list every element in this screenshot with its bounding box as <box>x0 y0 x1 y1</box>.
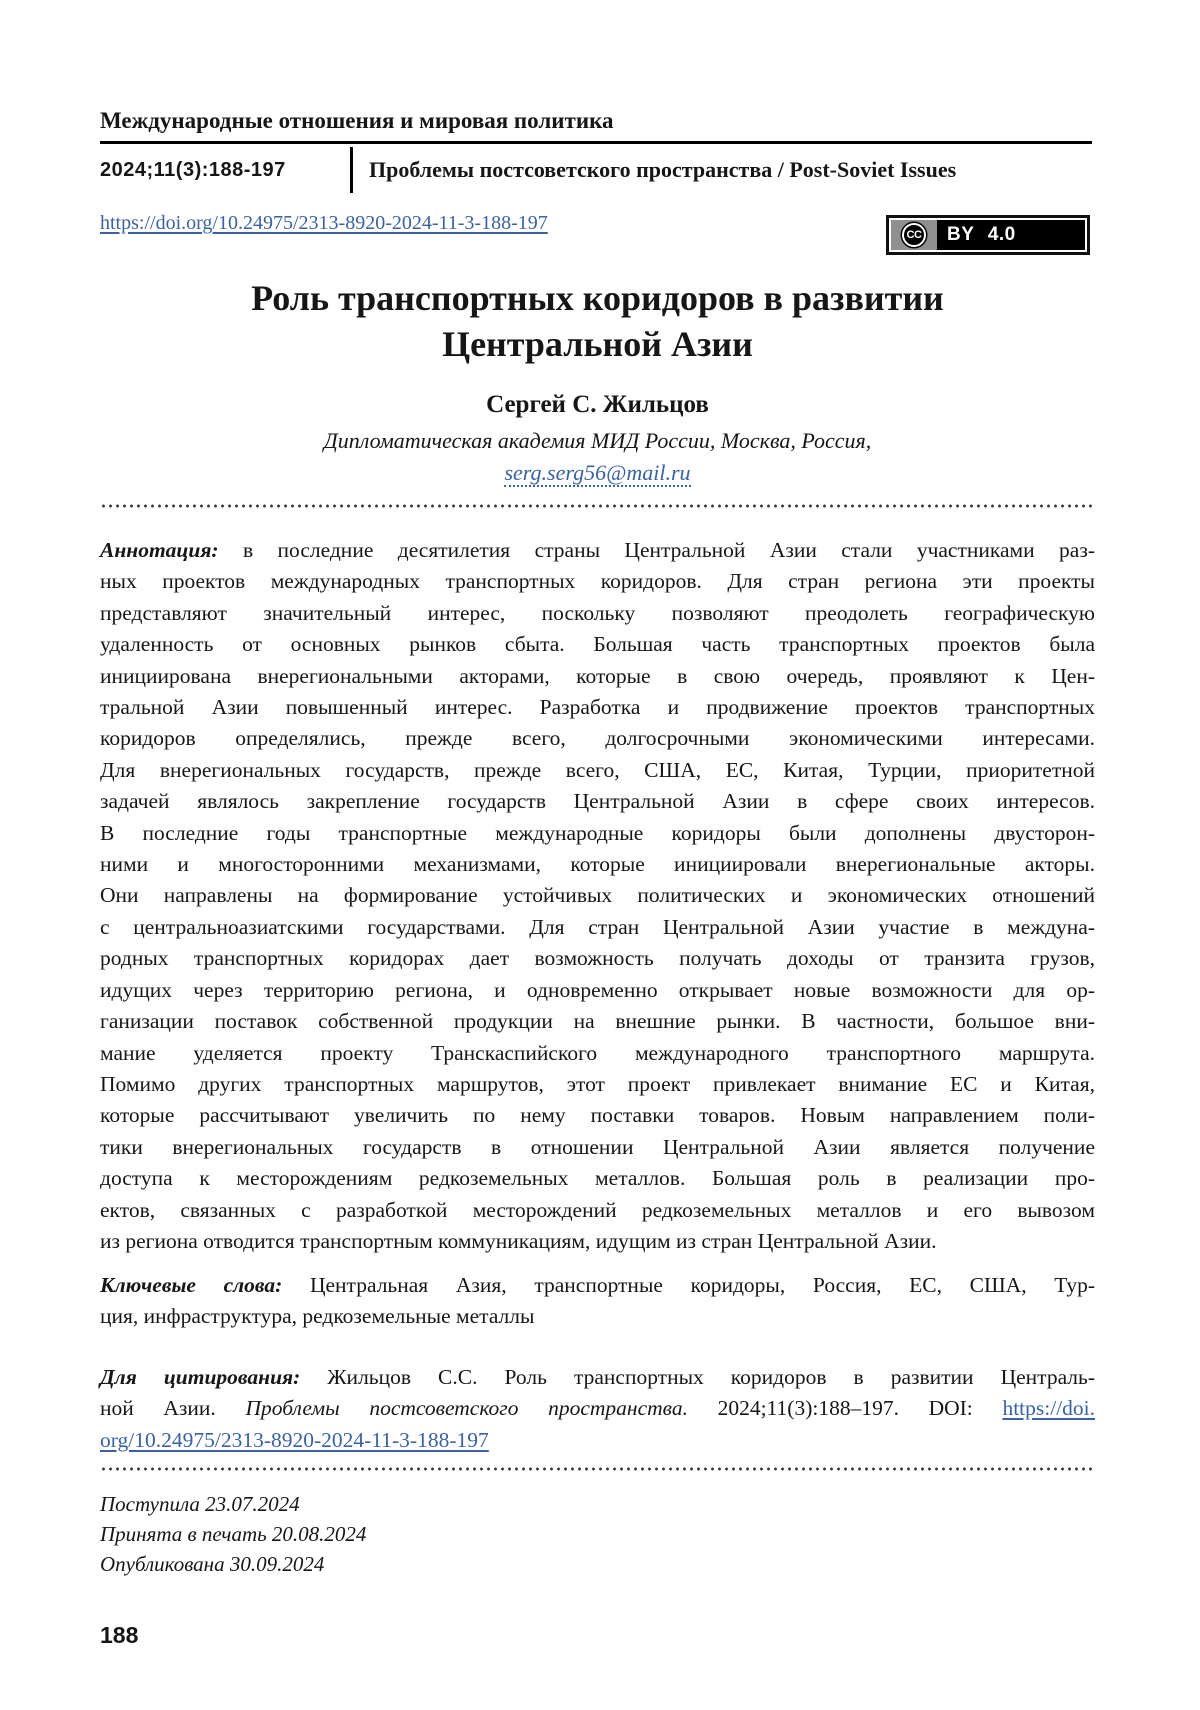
abstract-line: представляют значительный интерес, поскольку позволяют преодолеть географическую <box>100 600 1095 625</box>
journal-title: Проблемы постсоветского пространства / Post-Soviet Issues <box>369 157 957 182</box>
article-title-line2: Центральной Азии <box>442 324 753 364</box>
article-title <box>100 275 1095 367</box>
keywords-label: Ключевые слова: <box>100 1273 283 1297</box>
separator-dotted-bottom <box>100 1467 1095 1471</box>
citation-line2 <box>100 1393 1095 1424</box>
abstract-label: Аннотация: <box>100 538 219 562</box>
date-accepted: Принята в печать 20.08.2024 <box>100 1522 367 1546</box>
abstract-line: Помимо других транспортных маршрутов, этот проект привлекает внимание ЕС и Китая, <box>100 1071 1095 1096</box>
keywords-line1 <box>100 1270 1095 1301</box>
citation-line1-text: Жильцов С.С. Роль транспортных коридоров в развитии Централь- <box>327 1365 1095 1389</box>
keywords-line1-text: Центральная Азия, транспортные коридоры, Россия, ЕС, США, Тур- <box>309 1273 1095 1297</box>
header-row <box>100 147 1092 193</box>
separator-dotted-top <box>100 504 1095 508</box>
citation-section <box>100 1362 1095 1456</box>
abstract-line: тики внерегиональных государств в отношении Центральной Азии является получение <box>100 1134 1095 1159</box>
abstract-line: тральной Азии повышенный интерес. Разработка и продвижение проектов транспортных <box>100 695 1095 720</box>
cc-icon-letters: CC <box>906 229 922 241</box>
cc-logo-background <box>891 220 937 250</box>
abstract-line: удаленность от основных рынков сбыта. Большая часть транспортных проектов была <box>100 632 1095 657</box>
issue-info: 2024;11(3):188-197 <box>100 158 286 181</box>
citation-doi-link-part1[interactable]: https://doi. <box>1002 1396 1096 1421</box>
cc-icon <box>902 223 926 247</box>
abstract-line: которые рассчитывают увеличить по нему поставки товаров. Новым направлением поли- <box>100 1103 1095 1128</box>
abstract-line: В последние годы транспортные международные коридоры были дополнены двусторон- <box>100 820 1095 845</box>
abstract-line: доступа к месторождениям редкоземельных металлов. Большая роль в реализации про- <box>100 1166 1095 1191</box>
abstract-section <box>100 535 1095 1257</box>
article-title-line1: Роль транспортных коридоров в развитии <box>251 278 944 318</box>
citation-line2-text1: ной Азии. <box>100 1396 246 1421</box>
cc-by-badge-inner <box>891 220 1085 250</box>
keywords-section <box>100 1270 1095 1333</box>
article-dates <box>100 1489 366 1579</box>
abstract-body <box>100 566 1095 1257</box>
abstract-line: задачей являлось закрепление государств Центральной Азии в сфере своих интересов. <box>100 789 1095 814</box>
date-received: Поступила 23.07.2024 <box>100 1492 300 1516</box>
doi-link[interactable]: https://doi.org/10.24975/2313-8920-2024-11-3-188-197 <box>100 212 548 234</box>
citation-journal-italic: Проблемы постсоветского пространства. <box>245 1396 688 1421</box>
author-name: Сергей С. Жильцов <box>486 391 709 418</box>
keywords-line2: ция, инфраструктура, редкоземельные металлы <box>100 1304 535 1329</box>
citation-doi-link-part2[interactable]: org/10.24975/2313-8920-2024-11-3-188-197 <box>100 1427 489 1452</box>
abstract-first-line-text: в последние десятилетия страны Центральной Азии стали участниками раз- <box>243 538 1096 562</box>
author-affiliation: Дипломатическая академия МИД России, Москва, Россия, <box>323 428 872 453</box>
journal-section-title: Международные отношения и мировая политика <box>100 108 614 133</box>
cc-by-badge[interactable] <box>886 215 1090 255</box>
citation-line3 <box>100 1425 1095 1456</box>
header-rule <box>100 141 1092 144</box>
abstract-line: идущих через территорию региона, и одновременно открывает новые возможности для ор- <box>100 977 1095 1002</box>
abstract-line: коридоров определялись, прежде всего, долгосрочными экономическими интересами. <box>100 726 1095 751</box>
page-number: 188 <box>100 1622 139 1648</box>
abstract-line: ганизации поставок собственной продукции на внешние рынки. В частности, большое вни- <box>100 1009 1095 1034</box>
email-link[interactable]: serg.serg56@mail.ru <box>504 460 691 485</box>
citation-label: Для цитирования: <box>100 1365 301 1389</box>
abstract-line: родных транспортных коридорах дает возможность получать доходы от транзита грузов, <box>100 946 1095 971</box>
abstract-line: мание уделяется проекту Транскаспийского международного транспортного маршрута. <box>100 1040 1095 1065</box>
abstract-line: ных проектов международных транспортных коридоров. Для стран региона эти проекты <box>100 569 1095 594</box>
abstract-line: ними и многосторонними механизмами, которые инициировали внерегиональные акторы. <box>100 852 1095 877</box>
abstract-line: Они направлены на формирование устойчивых политических и экономических отношений <box>100 883 1095 908</box>
abstract-line: с центральноазиатскими государствами. Для стран Центральной Азии участие в междуна- <box>100 914 1095 939</box>
citation-line2-text2: 2024;11(3):188–197. DOI: <box>687 1396 1003 1421</box>
abstract-line: инициирована внерегиональными акторами, которые в свою очередь, проявляют к Цен- <box>100 663 1095 688</box>
abstract-line: ектов, связанных с разработкой месторождений редкоземельных металлов и его вывозом <box>100 1197 1095 1222</box>
email-row <box>100 459 1095 487</box>
abstract-line: Для внерегиональных государств, прежде всего, США, ЕС, Китая, Турции, приоритетной <box>100 757 1095 782</box>
license-label: BY 4.0 <box>947 224 1016 245</box>
date-published: Опубликована 30.09.2024 <box>100 1552 325 1576</box>
abstract-first-line <box>100 535 1095 566</box>
abstract-line: из региона отводится транспортным коммуникациям, идущим из стран Центральной Азии. <box>100 1228 937 1253</box>
citation-line1 <box>100 1362 1095 1393</box>
